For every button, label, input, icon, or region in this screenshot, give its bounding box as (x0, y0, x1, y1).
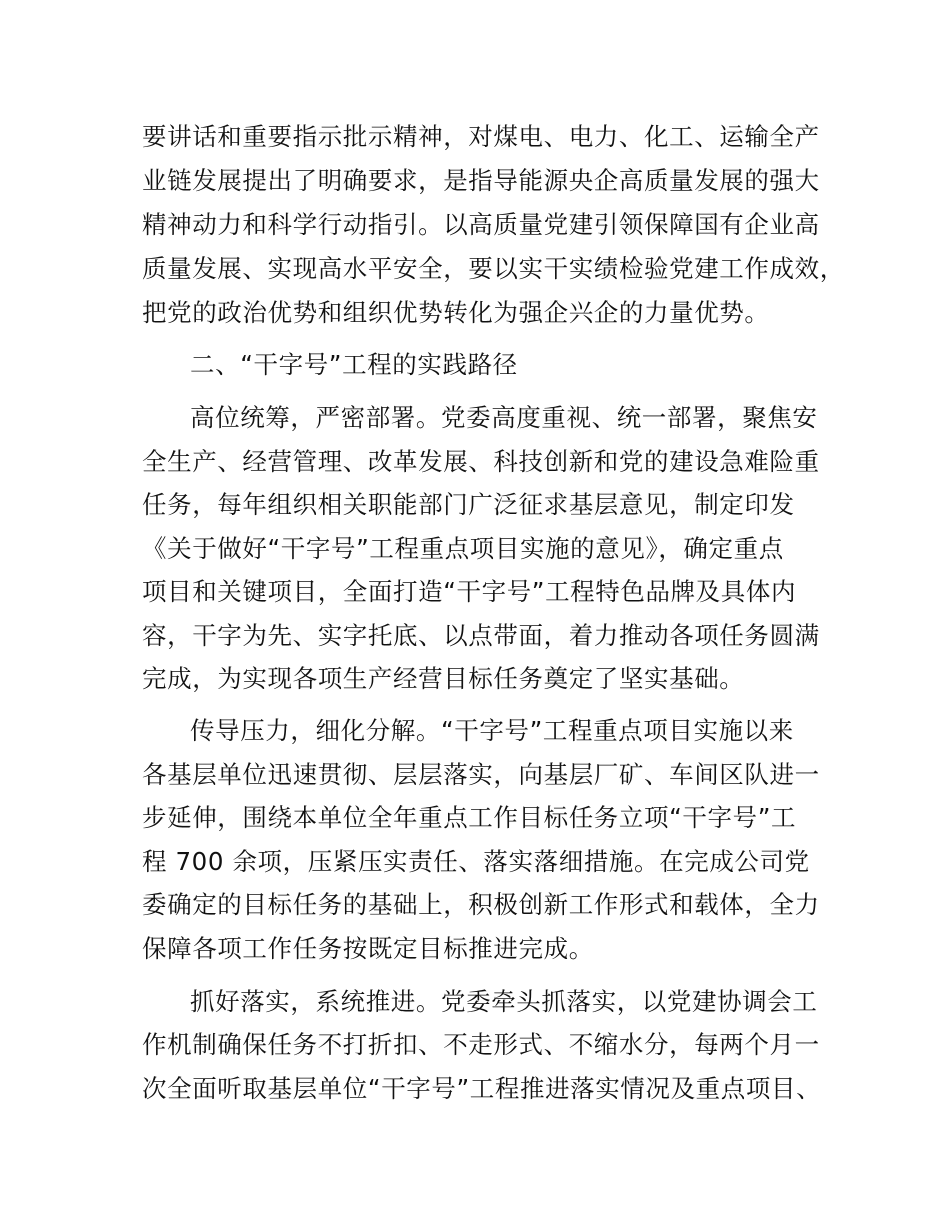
paragraph-line: 传导压力，细化分解。“干字号”工程重点项目实施以来 (190, 716, 794, 745)
paragraph-line: 《关于做好“干字号”工程重点项目实施的意见》，确定重点 (142, 534, 784, 563)
paragraph-line: 容，干字为先、实字托底、以点带面，着力推动各项任务圆满 (142, 621, 820, 650)
paragraph-line: 完成，为实现各项生产经营目标任务奠定了坚实基础。 (142, 664, 745, 693)
paragraph-line: 质量发展、实现高水平安全，要以实干实绩检验党建工作成效， (142, 254, 845, 283)
section-heading: 二、“干字号”工程的实践路径 (190, 350, 518, 379)
paragraph-line: 业链发展提出了明确要求，是指导能源央企高质量发展的强大 (142, 166, 820, 195)
paragraph-line: 任务，每年组织相关职能部门广泛征求基层意见，制定印发 (142, 490, 795, 519)
paragraph-line: 步延伸，围绕本单位全年重点工作目标任务立项“干字号”工 (142, 803, 797, 832)
paragraph-line: 项目和关键项目，全面打造“干字号”工程特色品牌及具体内 (142, 577, 797, 606)
paragraph-line: 保障各项工作任务按既定目标推进完成。 (142, 934, 594, 963)
paragraph-line: 把党的政治优势和组织优势转化为强企兴企的力量优势。 (142, 298, 770, 327)
paragraph-line: 委确定的目标任务的基础上，积极创新工作形式和载体，全力 (142, 890, 820, 919)
paragraph-line: 要讲话和重要指示批示精神，对煤电、电力、化工、运输全产 (142, 122, 820, 151)
paragraph-line: 作机制确保任务不打折扣、不走形式、不缩水分，每两个月一 (142, 1030, 820, 1059)
paragraph-line: 全生产、经营管理、改革发展、科技创新和党的建设急难险重 (142, 447, 820, 476)
paragraph-line: 精神动力和科学行动指引。以高质量党建引领保障国有企业高 (142, 210, 820, 239)
paragraph-line: 程 700 余项，压紧压实责任、落实落细措施。在完成公司党 (142, 847, 810, 876)
paragraph-line: 抓好落实，系统推进。党委牵头抓落实，以党建协调会工 (190, 987, 818, 1016)
paragraph-line: 次全面听取基层单位“干字号”工程推进落实情况及重点项目、 (142, 1074, 822, 1103)
paragraph-line: 各基层单位迅速贯彻、层层落实，向基层厂矿、车间区队进一 (142, 760, 820, 789)
paragraph-line: 高位统筹，严密部署。党委高度重视、统一部署，聚焦安 (190, 403, 818, 432)
